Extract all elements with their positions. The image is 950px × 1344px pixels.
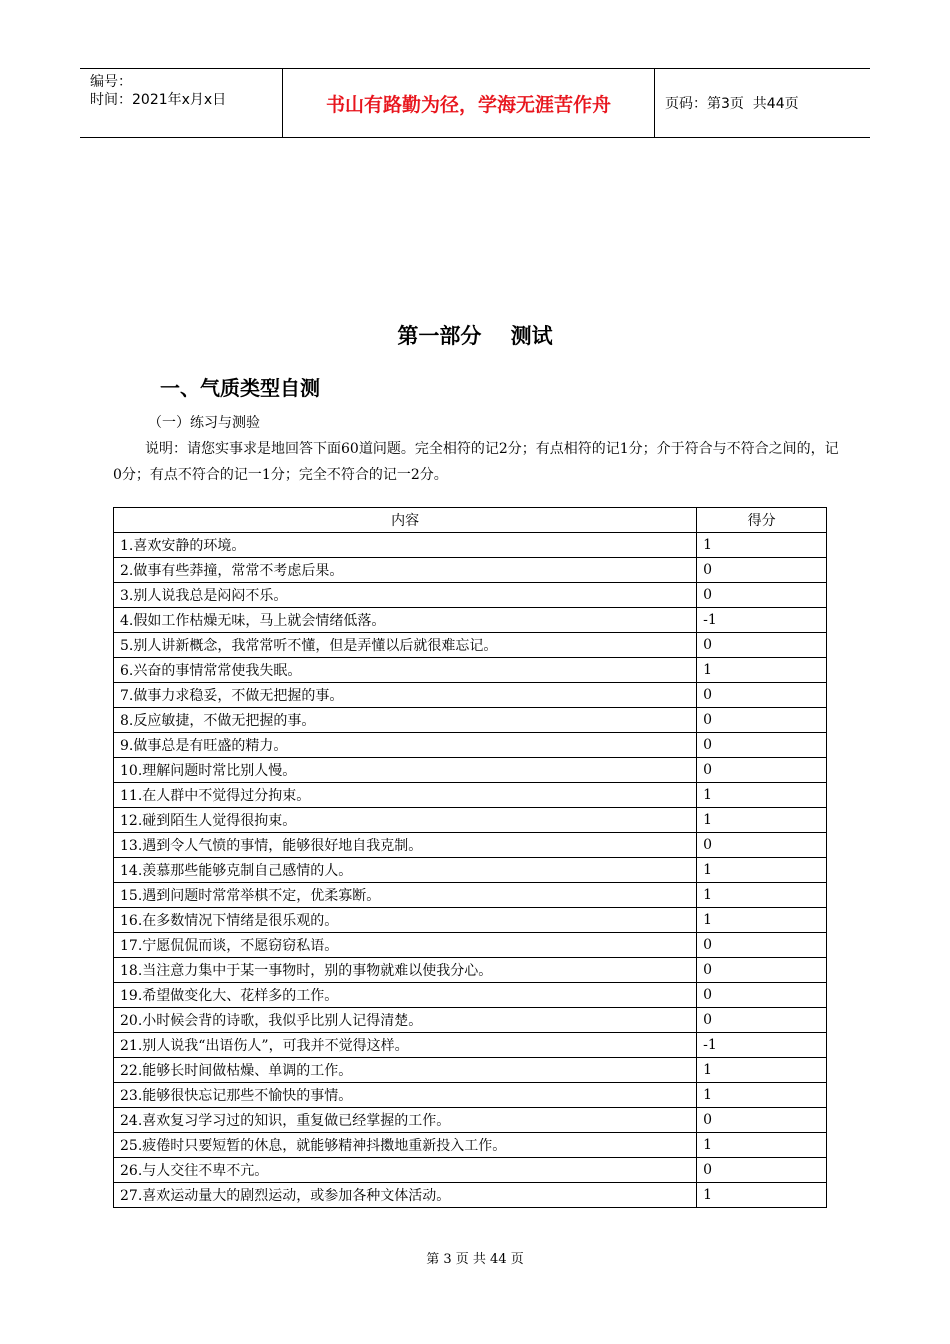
question-score: 0 bbox=[697, 708, 827, 733]
question-score: 1 bbox=[697, 808, 827, 833]
table-row bbox=[114, 1183, 827, 1208]
question-text: 24.喜欢复习学习过的知识，重复做已经掌握的工作。 bbox=[114, 1108, 697, 1133]
id-label: 编号： bbox=[90, 74, 132, 90]
question-score: 1 bbox=[697, 883, 827, 908]
question-score: 0 bbox=[697, 758, 827, 783]
question-score: 0 bbox=[697, 1008, 827, 1033]
question-score: 0 bbox=[697, 1108, 827, 1133]
question-text: 8.反应敏捷，不做无把握的事。 bbox=[114, 708, 697, 733]
question-score: 1 bbox=[697, 783, 827, 808]
question-score: 1 bbox=[697, 908, 827, 933]
question-score: 0 bbox=[697, 833, 827, 858]
question-score: 0 bbox=[697, 558, 827, 583]
question-text: 2.做事有些莽撞，常常不考虑后果。 bbox=[114, 558, 697, 583]
description: 说明：请您实事求是地回答下面60道问题。完全相符的记2分；有点相符的记1分；介于符合与不符合之间的，记0分；有点不符合的记一1分；完全不符合的记一2分。 bbox=[113, 441, 839, 483]
page-header bbox=[80, 68, 870, 138]
page-footer: 第 3 页 共 44 页 bbox=[426, 1252, 524, 1267]
header-left-cell bbox=[80, 69, 282, 137]
question-text: 11.在人群中不觉得过分拘束。 bbox=[114, 783, 697, 808]
motto: 书山有路勤为径，学海无涯苦作舟 bbox=[325, 93, 611, 116]
table-row bbox=[114, 783, 827, 808]
question-score: 1 bbox=[697, 1183, 827, 1208]
question-score: 0 bbox=[697, 958, 827, 983]
question-text: 16.在多数情况下情绪是很乐观的。 bbox=[114, 908, 697, 933]
table-row bbox=[114, 683, 827, 708]
question-text: 10.理解问题时常比别人慢。 bbox=[114, 758, 697, 783]
question-text: 9.做事总是有旺盛的精力。 bbox=[114, 733, 697, 758]
header-page-cell bbox=[655, 69, 870, 137]
question-text: 14.羡慕那些能够克制自己感情的人。 bbox=[114, 858, 697, 883]
question-score: 0 bbox=[697, 983, 827, 1008]
subsection-title: （一）练习与测验 bbox=[148, 415, 260, 431]
question-text: 6.兴奋的事情常常使我失眠。 bbox=[114, 658, 697, 683]
question-score: 1 bbox=[697, 1133, 827, 1158]
table-row bbox=[114, 808, 827, 833]
table-row bbox=[114, 1058, 827, 1083]
question-score: 0 bbox=[697, 933, 827, 958]
table-row bbox=[114, 1083, 827, 1108]
question-text: 5.别人讲新概念，我常常听不懂，但是弄懂以后就很难忘记。 bbox=[114, 633, 697, 658]
table-row bbox=[114, 883, 827, 908]
question-text: 18.当注意力集中于某一事物时，别的事物就难以使我分心。 bbox=[114, 958, 697, 983]
question-score: 1 bbox=[697, 858, 827, 883]
time-label: 时间：2021年x月x日 bbox=[90, 92, 227, 108]
question-score: 0 bbox=[697, 583, 827, 608]
question-text: 4.假如工作枯燥无味，马上就会情绪低落。 bbox=[114, 608, 697, 633]
header-content: 内容 bbox=[114, 508, 697, 533]
question-score: 1 bbox=[697, 533, 827, 558]
question-score: 1 bbox=[697, 1083, 827, 1108]
question-text: 27.喜欢运动量大的剧烈运动，或参加各种文体活动。 bbox=[114, 1183, 697, 1208]
question-text: 25.疲倦时只要短暂的休息，就能够精神抖擞地重新投入工作。 bbox=[114, 1133, 697, 1158]
table-row bbox=[114, 633, 827, 658]
section-title: 一、气质类型自测 bbox=[160, 376, 320, 400]
table-row bbox=[114, 933, 827, 958]
question-score: 0 bbox=[697, 1158, 827, 1183]
table-row bbox=[114, 733, 827, 758]
question-score: 1 bbox=[697, 1058, 827, 1083]
table-row bbox=[114, 1158, 827, 1183]
question-text: 26.与人交往不卑不亢。 bbox=[114, 1158, 697, 1183]
table-row bbox=[114, 608, 827, 633]
table-header-row bbox=[114, 508, 827, 533]
question-text: 12.碰到陌生人觉得很拘束。 bbox=[114, 808, 697, 833]
quiz-table bbox=[113, 507, 827, 1208]
question-text: 22.能够长时间做枯燥、单调的工作。 bbox=[114, 1058, 697, 1083]
table-row bbox=[114, 983, 827, 1008]
question-score: 0 bbox=[697, 733, 827, 758]
table-row bbox=[114, 533, 827, 558]
question-text: 20.小时候会背的诗歌，我似乎比别人记得清楚。 bbox=[114, 1008, 697, 1033]
table-row bbox=[114, 708, 827, 733]
question-text: 3.别人说我总是闷闷不乐。 bbox=[114, 583, 697, 608]
page-info: 页码：第3页 共44页 bbox=[665, 96, 799, 112]
table-row bbox=[114, 858, 827, 883]
question-text: 7.做事力求稳妥，不做无把握的事。 bbox=[114, 683, 697, 708]
quiz-table-body bbox=[114, 533, 827, 1208]
question-score: -1 bbox=[697, 608, 827, 633]
part-title: 第一部分 测试 bbox=[397, 324, 553, 348]
question-text: 13.遇到令人气愤的事情，能够很好地自我克制。 bbox=[114, 833, 697, 858]
table-row bbox=[114, 1108, 827, 1133]
header-motto-cell bbox=[282, 69, 655, 137]
table-row bbox=[114, 558, 827, 583]
question-text: 21.别人说我“出语伤人”，可我并不觉得这样。 bbox=[114, 1033, 697, 1058]
question-text: 15.遇到问题时常常举棋不定，优柔寡断。 bbox=[114, 883, 697, 908]
question-text: 17.宁愿侃侃而谈，不愿窃窃私语。 bbox=[114, 933, 697, 958]
table-row bbox=[114, 958, 827, 983]
question-score: 1 bbox=[697, 658, 827, 683]
question-score: 0 bbox=[697, 633, 827, 658]
table-row bbox=[114, 1008, 827, 1033]
question-text: 1.喜欢安静的环境。 bbox=[114, 533, 697, 558]
question-text: 19.希望做变化大、花样多的工作。 bbox=[114, 983, 697, 1008]
header-score: 得分 bbox=[697, 508, 827, 533]
table-row bbox=[114, 1133, 827, 1158]
table-row bbox=[114, 583, 827, 608]
table-row bbox=[114, 833, 827, 858]
question-text: 23.能够很快忘记那些不愉快的事情。 bbox=[114, 1083, 697, 1108]
table-row bbox=[114, 658, 827, 683]
table-row bbox=[114, 908, 827, 933]
question-score: -1 bbox=[697, 1033, 827, 1058]
question-score: 0 bbox=[697, 683, 827, 708]
table-row bbox=[114, 758, 827, 783]
table-row bbox=[114, 1033, 827, 1058]
